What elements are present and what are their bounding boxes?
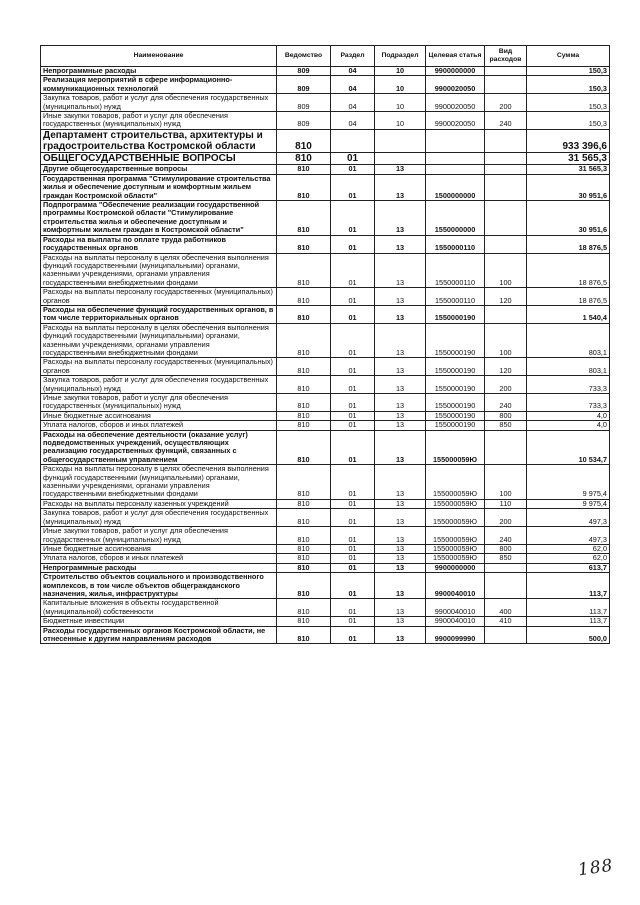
table-row: [41, 499, 610, 508]
cell-expense-type: 100: [485, 323, 527, 358]
cell-department: 810: [277, 465, 331, 500]
cell-section: 01: [331, 201, 375, 236]
header-name: Наименование: [41, 46, 277, 67]
cell-department: 810: [277, 626, 331, 644]
cell-subsection: 13: [375, 288, 426, 306]
cell-subsection: 13: [375, 421, 426, 430]
cell-expense-type: 850: [485, 421, 527, 430]
cell-amount: 9 975,4: [527, 499, 610, 508]
cell-section: 01: [331, 358, 375, 376]
cell-subsection: 13: [375, 599, 426, 617]
table-row: [41, 76, 610, 94]
cell-target-item: 9900099990: [426, 626, 485, 644]
cell-name: Расходы на обеспечение функций государственных органов, в том числе территориальных органов: [41, 305, 277, 323]
cell-amount: 933 396,6: [527, 129, 610, 152]
table-row: [41, 288, 610, 306]
cell-target-item: 1550000110: [426, 288, 485, 306]
cell-subsection: 13: [375, 394, 426, 412]
cell-section: 04: [331, 94, 375, 112]
cell-target-item: 155000059Ю: [426, 499, 485, 508]
cell-expense-type: [485, 563, 527, 572]
cell-department: 810: [277, 129, 331, 152]
cell-amount: 30 951,6: [527, 174, 610, 200]
cell-amount: 150,3: [527, 67, 610, 76]
cell-name: Иные бюджетные ассигнования: [41, 411, 277, 420]
cell-amount: 113,7: [527, 617, 610, 626]
cell-target-item: 9900040010: [426, 617, 485, 626]
cell-department: 810: [277, 544, 331, 553]
table-row: [41, 174, 610, 200]
cell-amount: 18 876,5: [527, 288, 610, 306]
cell-department: 810: [277, 305, 331, 323]
table-row: [41, 201, 610, 236]
cell-subsection: 13: [375, 174, 426, 200]
cell-name: Расходы на выплаты персоналу государственных (муниципальных) органов: [41, 288, 277, 306]
cell-target-item: 1550000190: [426, 421, 485, 430]
cell-department: 810: [277, 599, 331, 617]
cell-amount: 113,7: [527, 573, 610, 599]
cell-expense-type: 240: [485, 527, 527, 545]
cell-section: 01: [331, 153, 375, 165]
cell-subsection: 13: [375, 430, 426, 465]
cell-target-item: 155000059Ю: [426, 430, 485, 465]
table-header-row: [41, 46, 610, 67]
cell-target-item: 9900020050: [426, 112, 485, 130]
cell-target-item: 155000059Ю: [426, 554, 485, 563]
cell-department: 810: [277, 573, 331, 599]
header-subsection: Подраздел: [375, 46, 426, 67]
cell-target-item: [426, 129, 485, 152]
cell-subsection: [375, 129, 426, 152]
cell-expense-type: 120: [485, 358, 527, 376]
cell-amount: 500,0: [527, 626, 610, 644]
budget-table: [40, 45, 610, 644]
table-row: [41, 573, 610, 599]
cell-expense-type: [485, 165, 527, 174]
cell-name: Непрограммные расходы: [41, 67, 277, 76]
cell-subsection: 13: [375, 323, 426, 358]
cell-name: Расходы на выплаты персоналу в целях обеспечения выполнения функций государственными (муниципальными) органами, казенными учреждениями, органами управления государственными внебюджетными фондами: [41, 465, 277, 500]
header-expense-type: Вид расходов: [485, 46, 527, 67]
cell-amount: 18 876,5: [527, 253, 610, 288]
table-row: [41, 544, 610, 553]
cell-expense-type: [485, 201, 527, 236]
cell-amount: 1 540,4: [527, 305, 610, 323]
table-row: [41, 465, 610, 500]
cell-expense-type: 400: [485, 599, 527, 617]
cell-subsection: 13: [375, 358, 426, 376]
cell-expense-type: 240: [485, 112, 527, 130]
table-row: [41, 94, 610, 112]
cell-expense-type: 240: [485, 394, 527, 412]
cell-expense-type: 410: [485, 617, 527, 626]
cell-section: 01: [331, 509, 375, 527]
cell-name: Расходы на выплаты по оплате труда работников государственных органов: [41, 235, 277, 253]
cell-name: Государственная программа "Стимулирование строительства жилья и обеспечение доступным и комфортным жильем граждан Костромской области": [41, 174, 277, 200]
cell-department: 810: [277, 499, 331, 508]
table-row: [41, 411, 610, 420]
cell-expense-type: 800: [485, 544, 527, 553]
cell-subsection: 10: [375, 67, 426, 76]
table-row: [41, 626, 610, 644]
cell-section: 01: [331, 499, 375, 508]
cell-amount: 613,7: [527, 563, 610, 572]
cell-subsection: 13: [375, 509, 426, 527]
cell-name: Капитальные вложения в объекты государственной (муниципальной) собственности: [41, 599, 277, 617]
cell-expense-type: [485, 305, 527, 323]
cell-expense-type: 200: [485, 94, 527, 112]
table-row: [41, 617, 610, 626]
cell-amount: 62,0: [527, 544, 610, 553]
cell-subsection: 13: [375, 499, 426, 508]
cell-name: Расходы на обеспечение деятельности (оказание услуг) подведомственных учреждений, осуществляющих реализацию государственных функций, связанных с общегосударственным управлением: [41, 430, 277, 465]
cell-section: 01: [331, 421, 375, 430]
header-amount: Сумма: [527, 46, 610, 67]
cell-subsection: 13: [375, 235, 426, 253]
cell-expense-type: 850: [485, 554, 527, 563]
cell-target-item: 1550000190: [426, 323, 485, 358]
cell-amount: 733,3: [527, 394, 610, 412]
table-row: [41, 599, 610, 617]
cell-expense-type: 800: [485, 411, 527, 420]
cell-department: 810: [277, 421, 331, 430]
cell-subsection: 13: [375, 253, 426, 288]
cell-section: 01: [331, 554, 375, 563]
cell-amount: 9 975,4: [527, 465, 610, 500]
cell-amount: 113,7: [527, 599, 610, 617]
cell-amount: 4,0: [527, 421, 610, 430]
cell-department: 810: [277, 153, 331, 165]
cell-name: Департамент строительства, архитектуры и градостроительства Костромской области: [41, 129, 277, 152]
cell-expense-type: [485, 153, 527, 165]
cell-department: 810: [277, 411, 331, 420]
cell-subsection: 13: [375, 201, 426, 236]
cell-department: 810: [277, 563, 331, 572]
cell-name: Расходы на выплаты персоналу государственных (муниципальных) органов: [41, 358, 277, 376]
cell-department: 810: [277, 288, 331, 306]
cell-name: Строительство объектов социального и производственного комплексов, в том числе объектов общегражданского назначения, жилья, инфраструктуры: [41, 573, 277, 599]
cell-target-item: 9900020050: [426, 94, 485, 112]
cell-amount: 150,3: [527, 94, 610, 112]
table-row: [41, 323, 610, 358]
cell-amount: 30 951,6: [527, 201, 610, 236]
cell-target-item: 1550000190: [426, 358, 485, 376]
cell-subsection: 13: [375, 626, 426, 644]
cell-section: 04: [331, 76, 375, 94]
cell-target-item: 9900020050: [426, 76, 485, 94]
cell-expense-type: 120: [485, 288, 527, 306]
cell-section: 01: [331, 253, 375, 288]
cell-expense-type: 100: [485, 465, 527, 500]
cell-section: 01: [331, 573, 375, 599]
cell-department: 810: [277, 430, 331, 465]
cell-expense-type: [485, 67, 527, 76]
cell-name: Бюджетные инвестиции: [41, 617, 277, 626]
cell-target-item: 1550000110: [426, 235, 485, 253]
cell-target-item: 155000059Ю: [426, 544, 485, 553]
cell-name: Иные бюджетные ассигнования: [41, 544, 277, 553]
cell-expense-type: [485, 235, 527, 253]
cell-target-item: 155000059Ю: [426, 509, 485, 527]
cell-expense-type: [485, 626, 527, 644]
cell-amount: 150,3: [527, 112, 610, 130]
cell-section: 01: [331, 305, 375, 323]
cell-subsection: 13: [375, 305, 426, 323]
cell-target-item: 155000059Ю: [426, 465, 485, 500]
cell-department: 810: [277, 201, 331, 236]
table-row: [41, 563, 610, 572]
cell-expense-type: [485, 174, 527, 200]
cell-section: 01: [331, 235, 375, 253]
cell-name: Расходы на выплаты персоналу в целях обеспечения выполнения функций государственными (муниципальными) органами, казенными учреждениями, органами управления государственными внебюджетными фондами: [41, 323, 277, 358]
table-body: [41, 67, 610, 644]
table-row: [41, 358, 610, 376]
table-row: [41, 67, 610, 76]
cell-target-item: 1550000190: [426, 305, 485, 323]
cell-section: 04: [331, 112, 375, 130]
table-row: [41, 430, 610, 465]
cell-expense-type: [485, 76, 527, 94]
cell-section: 01: [331, 617, 375, 626]
cell-target-item: 1550000110: [426, 253, 485, 288]
table-row: [41, 376, 610, 394]
cell-department: 810: [277, 253, 331, 288]
cell-amount: 497,3: [527, 509, 610, 527]
cell-subsection: 13: [375, 554, 426, 563]
cell-amount: 150,3: [527, 76, 610, 94]
cell-name: Уплата налогов, сборов и иных платежей: [41, 421, 277, 430]
cell-amount: 31 565,3: [527, 165, 610, 174]
cell-target-item: 9900040010: [426, 599, 485, 617]
cell-target-item: 155000059Ю: [426, 527, 485, 545]
cell-name: Уплата налогов, сборов и иных платежей: [41, 554, 277, 563]
cell-target-item: 9900000000: [426, 67, 485, 76]
cell-section: [331, 129, 375, 152]
cell-section: 01: [331, 288, 375, 306]
cell-subsection: 13: [375, 411, 426, 420]
cell-subsection: 13: [375, 617, 426, 626]
cell-section: 01: [331, 323, 375, 358]
cell-name: Закупка товаров, работ и услуг для обеспечения государственных (муниципальных) нужд: [41, 376, 277, 394]
cell-target-item: 9900000000: [426, 563, 485, 572]
cell-expense-type: 200: [485, 376, 527, 394]
cell-department: 809: [277, 94, 331, 112]
cell-department: 810: [277, 323, 331, 358]
table-row: [41, 305, 610, 323]
cell-expense-type: 100: [485, 253, 527, 288]
table-row: [41, 153, 610, 165]
cell-section: 01: [331, 599, 375, 617]
cell-amount: 4,0: [527, 411, 610, 420]
cell-section: 01: [331, 174, 375, 200]
table-row: [41, 421, 610, 430]
cell-amount: 803,1: [527, 358, 610, 376]
cell-name: Расходы на выплаты персоналу казенных учреждений: [41, 499, 277, 508]
cell-department: 809: [277, 67, 331, 76]
cell-section: 01: [331, 394, 375, 412]
cell-department: 810: [277, 394, 331, 412]
table-row: [41, 394, 610, 412]
cell-target-item: 9900040010: [426, 573, 485, 599]
cell-name: ОБЩЕГОСУДАРСТВЕННЫЕ ВОПРОСЫ: [41, 153, 277, 165]
cell-department: 810: [277, 358, 331, 376]
header-department: Ведомство: [277, 46, 331, 67]
table-row: [41, 509, 610, 527]
table-row: [41, 527, 610, 545]
cell-target-item: 1550000190: [426, 376, 485, 394]
cell-subsection: 13: [375, 544, 426, 553]
cell-expense-type: [485, 129, 527, 152]
cell-target-item: [426, 153, 485, 165]
cell-section: 01: [331, 527, 375, 545]
header-target-item: Целевая статья: [426, 46, 485, 67]
cell-subsection: 10: [375, 112, 426, 130]
cell-target-item: 1500000000: [426, 174, 485, 200]
cell-section: 01: [331, 376, 375, 394]
cell-name: Реализация мероприятий в сфере информационно-коммуникационных технологий: [41, 76, 277, 94]
cell-section: 01: [331, 411, 375, 420]
cell-section: 01: [331, 430, 375, 465]
cell-subsection: 13: [375, 165, 426, 174]
table-row: [41, 235, 610, 253]
cell-section: 01: [331, 626, 375, 644]
cell-name: Непрограммные расходы: [41, 563, 277, 572]
cell-subsection: 13: [375, 465, 426, 500]
cell-section: 04: [331, 67, 375, 76]
cell-section: 01: [331, 165, 375, 174]
cell-target-item: 1550000190: [426, 394, 485, 412]
cell-department: 810: [277, 554, 331, 563]
cell-department: 810: [277, 235, 331, 253]
cell-section: 01: [331, 544, 375, 553]
cell-amount: 497,3: [527, 527, 610, 545]
cell-target-item: [426, 165, 485, 174]
cell-section: 01: [331, 465, 375, 500]
header-section: Раздел: [331, 46, 375, 67]
table-row: [41, 554, 610, 563]
cell-amount: 18 876,5: [527, 235, 610, 253]
cell-target-item: 1550000190: [426, 411, 485, 420]
cell-name: Подпрограмма "Обеспечение реализации государственной программы Костромской области "Стимулирование строительства жилья и обеспечение доступным и комфортным жильем граждан в Костромской области": [41, 201, 277, 236]
cell-department: 810: [277, 174, 331, 200]
cell-expense-type: [485, 573, 527, 599]
cell-amount: 803,1: [527, 323, 610, 358]
cell-name: Иные закупки товаров, работ и услуг для обеспечения государственных (муниципальных) нужд: [41, 394, 277, 412]
cell-department: 809: [277, 112, 331, 130]
cell-subsection: [375, 153, 426, 165]
table-row: [41, 129, 610, 152]
cell-name: Иные закупки товаров, работ и услуг для обеспечения государственных (муниципальных) нужд: [41, 527, 277, 545]
cell-department: 810: [277, 165, 331, 174]
cell-amount: 31 565,3: [527, 153, 610, 165]
page-number: 188: [576, 855, 615, 881]
cell-amount: 10 534,7: [527, 430, 610, 465]
cell-name: Расходы государственных органов Костромской области, не отнесенные к другим направлениям расходов: [41, 626, 277, 644]
cell-department: 809: [277, 76, 331, 94]
cell-amount: 733,3: [527, 376, 610, 394]
cell-amount: 62,0: [527, 554, 610, 563]
cell-department: 810: [277, 376, 331, 394]
cell-name: Иные закупки товаров, работ и услуг для обеспечения государственных (муниципальных) нужд: [41, 112, 277, 130]
table-row: [41, 165, 610, 174]
cell-name: Расходы на выплаты персоналу в целях обеспечения выполнения функций государственными (муниципальными) органами, казенными учреждениями, органами управления государственными внебюджетными фондами: [41, 253, 277, 288]
table-row: [41, 112, 610, 130]
table-row: [41, 253, 610, 288]
cell-target-item: 1550000000: [426, 201, 485, 236]
cell-name: Закупка товаров, работ и услуг для обеспечения государственных (муниципальных) нужд: [41, 94, 277, 112]
cell-subsection: 13: [375, 527, 426, 545]
cell-department: 810: [277, 527, 331, 545]
cell-subsection: 10: [375, 76, 426, 94]
cell-name: Закупка товаров, работ и услуг для обеспечения государственных (муниципальных) нужд: [41, 509, 277, 527]
cell-expense-type: 110: [485, 499, 527, 508]
cell-department: 810: [277, 509, 331, 527]
cell-expense-type: [485, 430, 527, 465]
cell-section: 01: [331, 563, 375, 572]
cell-name: Другие общегосударственные вопросы: [41, 165, 277, 174]
cell-subsection: 13: [375, 376, 426, 394]
cell-department: 810: [277, 617, 331, 626]
cell-subsection: 10: [375, 94, 426, 112]
cell-expense-type: 200: [485, 509, 527, 527]
cell-subsection: 13: [375, 563, 426, 572]
cell-subsection: 13: [375, 573, 426, 599]
